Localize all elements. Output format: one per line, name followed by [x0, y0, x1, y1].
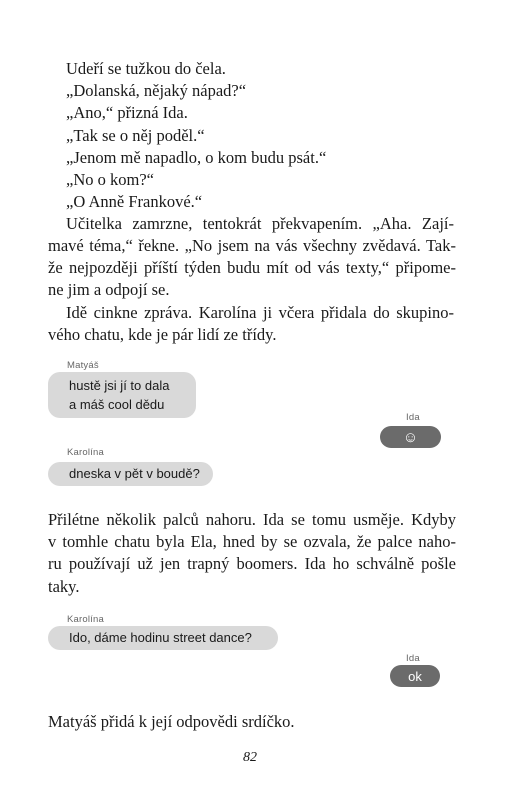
text-line: Přilétne několik palců nahoru. Ida se tomu usměje. Kdyby [48, 510, 456, 529]
dialogue-paragraph [66, 58, 456, 213]
chat-sender-ida: Ida [406, 412, 420, 423]
text-line: „No o kom?“ [66, 170, 154, 190]
text-line: „Dolanská, nějaký nápad?“ [66, 81, 247, 101]
heart-paragraph [48, 711, 456, 733]
text-line: vého chatu, kde je pár lidí ze třídy. [48, 325, 277, 344]
chat-message-line: a máš cool dědu [69, 397, 165, 412]
chat-bubble-ida-emoji [380, 426, 441, 448]
teacher-paragraph-cont [48, 235, 456, 302]
text-line: „O Anně Frankové.“ [66, 192, 203, 212]
message-intro-paragraph-cont [48, 324, 456, 346]
text-line: ru používají už jen trapný boomers. Ida ho schválně pošle [48, 554, 456, 574]
text-line: v tomhle chatu byla Ela, hned by se ozvala, že palce naho- [48, 532, 456, 552]
chat-bubble-karolina [48, 626, 278, 650]
text-line: „Jenom mě napadlo, o kom budu psát.“ [66, 147, 327, 167]
text-line: Učitelka zamrzne, tentokrát překvapením. „Aha. Zají- [66, 214, 454, 233]
teacher-paragraph [66, 213, 454, 235]
text-line: „Ano,“ přizná Ida. [66, 103, 188, 123]
text-line: mavé téma,“ řekne. „No jsem na vás všechny zvědavá. Tak- [48, 236, 456, 255]
page-number: 82 [243, 750, 257, 765]
text-line: „Tak se o něj poděl.“ [66, 125, 205, 145]
message-intro-paragraph [66, 302, 454, 324]
chat-sender-ida: Ida [406, 653, 420, 664]
text-line: že nejpozději příští týden budu mít od vás texty,“ připome- [48, 258, 456, 278]
text-line: Udeří se tužkou do čela. [66, 59, 226, 78]
chat-bubble-karolina [48, 462, 213, 486]
chat-message-line: dneska v pět v boudě? [69, 466, 200, 481]
text-line: ne jim a odpojí se. [48, 280, 170, 300]
chat-bubble-matyas [48, 372, 196, 418]
chat-message-line: Ido, dáme hodinu street dance? [69, 630, 252, 645]
chat-message-text: ok [408, 668, 422, 684]
chat-sender-karolina: Karolína [67, 447, 104, 458]
chat-sender-matyas: Matyáš [67, 360, 99, 371]
text-line: Matyáš přidá k její odpovědi srdíčko. [48, 712, 295, 731]
thumbs-paragraph [48, 509, 456, 598]
chat-bubble-ida [390, 665, 440, 687]
text-line: Idě cinkne zpráva. Karolína ji včera přidala do skupino- [66, 303, 454, 322]
text-line: taky. [48, 576, 80, 596]
chat-sender-karolina: Karolína [67, 614, 104, 625]
smiley-icon: ☺ [402, 428, 419, 446]
chat-message-line: hustě jsi jí to dala [69, 378, 170, 393]
